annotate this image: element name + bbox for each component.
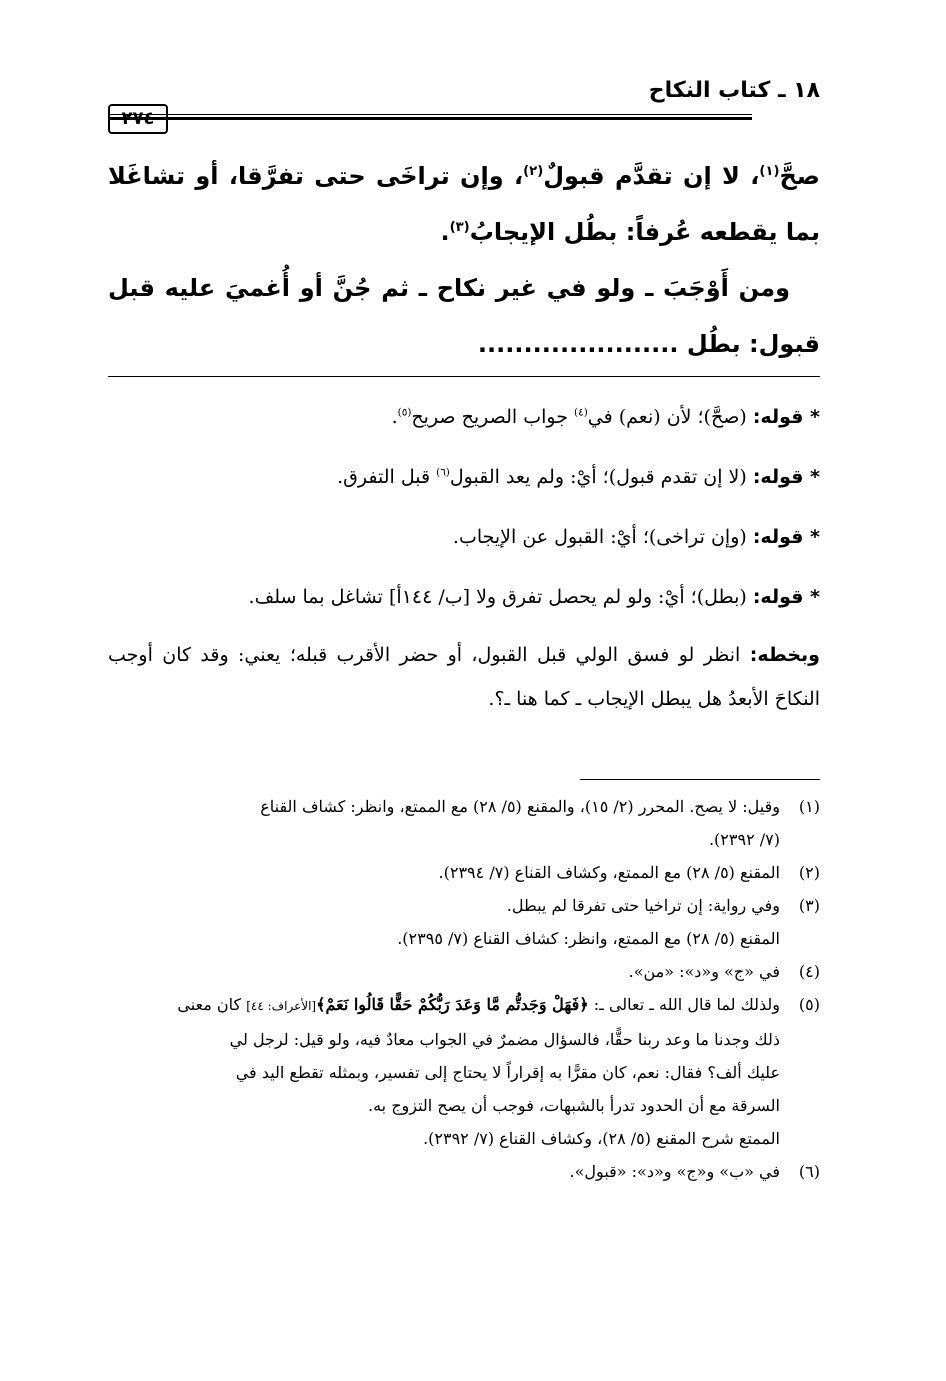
header-rule [108, 114, 752, 115]
matn-text: ، لا إن تقدَّم قبولٌ [543, 162, 760, 190]
footnote-number: (٢) [798, 863, 820, 882]
verse-reference: [الأعراف: ٤٤] [246, 999, 317, 1013]
footnote [108, 856, 820, 889]
footnote-number: (٣) [798, 896, 820, 915]
commentary-text: (صحَّ)؛ لأن (نعم) في [587, 406, 753, 428]
footnote-line: في «ب» و«ج» و«د»: «قبول». [569, 1162, 780, 1181]
matn-text: صحَّ [779, 162, 820, 190]
footnote-number: (٦) [798, 1162, 820, 1181]
footnote-divider [580, 779, 820, 780]
footnote-ref: (١) [759, 164, 780, 179]
footnote-number: (٥) [798, 995, 820, 1014]
footnote-line: في «ج» و«د»: «من». [628, 962, 780, 981]
commentary-text: (لا إن تقدم قبول)؛ أيْ: ولم يعد القبول [449, 466, 753, 488]
footnotes [108, 790, 820, 1188]
main-text [108, 148, 820, 372]
commentary-item [108, 447, 820, 507]
book-page [108, 70, 820, 1188]
quran-verse: ﴿فَهَلْ وَجَدتُّم مَّا وَعَدَ رَبُّكُمْ حَقًّا قَالُوا نَعَمْ﴾ [316, 995, 589, 1014]
commentary-item [108, 507, 820, 567]
footnote-body [108, 1155, 780, 1188]
commentary-lead: وبخطه: [749, 644, 820, 666]
running-header [108, 70, 820, 130]
footnote-body [108, 955, 780, 988]
footnote-ref: (٢) [523, 164, 544, 179]
commentary-lead: * قوله: [752, 586, 820, 608]
header-rule-thick [108, 117, 752, 120]
commentary-lead: * قوله: [752, 406, 820, 428]
footnote [108, 955, 820, 988]
commentary-item [108, 387, 820, 447]
footnote-line: المقنع (٥/ ٢٨) مع الممتع، وانظر: كشاف القناع (٧/ ٢٣٩٥). [397, 929, 780, 948]
footnote-number: (٤) [798, 962, 820, 981]
footnote [108, 1155, 820, 1188]
footnote-line: المقنع (٥/ ٢٨) مع الممتع، وكشاف القناع (٧/ ٢٣٩٤). [438, 863, 780, 882]
footnote-ref: (٦) [436, 466, 450, 479]
footnote-line: الممتع شرح المقنع (٥/ ٢٨)، وكشاف القناع (٧/ ٢٣٩٢). [423, 1129, 780, 1148]
commentary-text: . [391, 406, 398, 428]
footnote-body [108, 790, 780, 856]
commentary-item [108, 633, 820, 721]
footnote-text: كان معنى [177, 995, 247, 1014]
footnote-ref: (٣) [449, 220, 470, 235]
commentary-text: انظر لو فسق الولي قبل القبول، أو حضر الأقرب قبله؛ يعني: وقد كان أوجب النكاحَ الأبعدُ هل يبطل الإيجاب ـ كما هنا ـ؟. [108, 644, 820, 710]
matn-text: ومن أَوْجَبَ ـ ولو في غير نكاح ـ ثم جُنَّ أو أُغميَ عليه قبل قبول: بطُل [108, 274, 820, 358]
footnote-line [108, 988, 780, 1023]
footnote-line: وقيل: لا يصح. المحرر (٢/ ١٥)، والمقنع (٥/ ٢٨) مع الممتع، وانظر: كشاف القناع [260, 797, 780, 816]
footnote-line: (٧/ ٢٣٩٢). [708, 830, 780, 849]
footnote-number: (١) [798, 797, 820, 816]
commentary [108, 387, 820, 721]
footnote-body [108, 889, 780, 955]
commentary-lead: * قوله: [752, 466, 820, 488]
chapter-title: ١٨ ـ كتاب النكاح [648, 78, 820, 103]
footnote-ref: (٥) [397, 406, 412, 419]
footnote-line: عليك ألف؟ فقال: نعم، كان مقرًّا به إقراراً لا يحتاج إلى تفسير، وبمثله تقطع اليد في [235, 1063, 780, 1082]
footnote-line: السرقة مع أن الحدود تدرأ بالشبهات، فوجب أن يصح التزوج به. [367, 1096, 780, 1115]
matn-text: . [440, 218, 450, 246]
ellipsis-dots: ...................... [477, 330, 679, 358]
commentary-text: (وإن تراخى)؛ أيْ: القبول عن الإيجاب. [452, 526, 753, 548]
footnote-text: ولذلك لما قال الله ـ تعالى ـ: [588, 995, 780, 1014]
matn-paragraph [108, 260, 820, 372]
matn-text: ، وإن تراخَى حتى تفرَّقا، أو تشاغَلا بما يقطعه عُرفاً: بطُل الإيجابُ [108, 162, 820, 246]
footnote-ref: (٤) [574, 406, 588, 419]
matn-paragraph [108, 148, 820, 260]
commentary-text: جواب الصريح صريح [411, 406, 574, 428]
commentary-item [108, 567, 820, 627]
page-number: ٢٧٤ [108, 104, 168, 134]
commentary-text: قبل التفرق. [337, 466, 437, 488]
commentary-lead: * قوله: [752, 526, 820, 548]
footnote-body [108, 856, 780, 889]
footnote [108, 790, 820, 856]
footnote-body [108, 988, 780, 1155]
commentary-text: (بطل)؛ أيْ: ولو لم يحصل تفرق ولا [ب/ ١٤٤أ] تشاغل بما سلف. [248, 586, 753, 608]
footnote [108, 889, 820, 955]
footnote-line: وفي رواية: إن تراخيا حتى تفرقا لم يبطل. [506, 896, 780, 915]
footnote-line: ذلك وجدنا ما وعد ربنا حقًّا، فالسؤال مضمرٌ في الجواب معادٌ فيه، ولو قيل: لرجل لي [229, 1030, 780, 1049]
footnote [108, 988, 820, 1155]
matn-divider [108, 376, 820, 377]
